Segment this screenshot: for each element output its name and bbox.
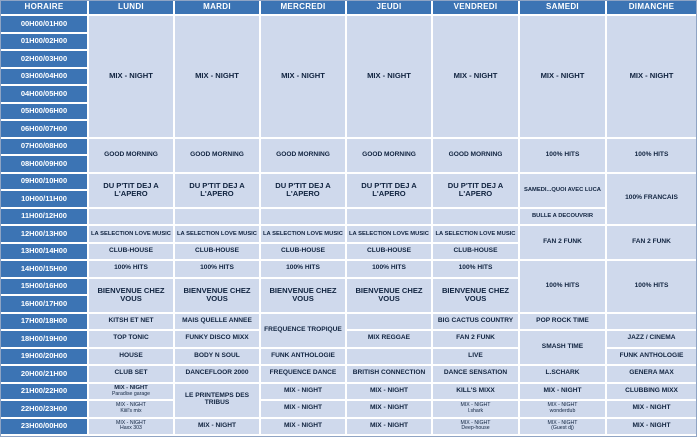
- programme-title: MIX - NIGHT: [629, 71, 674, 81]
- programme-cell: [260, 243, 346, 261]
- programme-cell: [260, 400, 346, 418]
- programme-title: DU P'TIT DEJ A L'APERO: [189, 181, 245, 198]
- programme-subtitle: Haxx 303: [120, 425, 142, 432]
- programme-cell: [260, 138, 346, 173]
- programme-cell: [260, 173, 346, 208]
- programme-title: MIX - NIGHT: [283, 421, 323, 429]
- programme-title: BIENVENUE CHEZ VOUS: [183, 286, 251, 303]
- programme-title: GENERA MAX: [629, 369, 674, 377]
- programme-cell-empty: [346, 208, 432, 226]
- programme-cell: [260, 313, 346, 348]
- programme-title: CLUB-HOUSE: [281, 246, 325, 254]
- programme-cell: [346, 15, 432, 138]
- programme-cell: [260, 225, 346, 243]
- programme-cell: [88, 138, 174, 173]
- programme-cell: [346, 260, 432, 278]
- programme-cell: [606, 365, 697, 383]
- time-slot-label: 09H00/10H00: [0, 173, 88, 191]
- programme-cell: [260, 365, 346, 383]
- programme-cell: [346, 243, 432, 261]
- time-slot-label: 18H00/19H00: [0, 330, 88, 348]
- programme-cell: [606, 383, 697, 401]
- programme-cell: [519, 138, 606, 173]
- programme-title: MIX - NIGHT: [116, 419, 146, 426]
- programme-cell: [432, 260, 519, 278]
- programme-cell: [606, 15, 697, 138]
- programme-cell-empty: [174, 208, 260, 226]
- time-slot-label: 20H00/21H00: [0, 365, 88, 383]
- programme-title: MIX - NIGHT: [116, 402, 146, 409]
- programme-subtitle: Kiiil's mix: [120, 407, 142, 414]
- programme-title: HOUSE: [119, 351, 143, 359]
- column-header-day-3: MERCREDI: [260, 0, 346, 15]
- programme-title: GOOD MORNING: [190, 150, 244, 158]
- programme-title: LA SELECTION LOVE MUSIC: [263, 230, 343, 237]
- programme-title: MIX - NIGHT: [195, 71, 239, 81]
- programme-cell: [260, 15, 346, 138]
- programme-title: DANCEFLOOR 2000: [185, 369, 249, 377]
- programme-title: 100% HITS: [372, 264, 406, 272]
- programme-title: MIX - NIGHT: [540, 71, 585, 81]
- programme-cell: [260, 418, 346, 436]
- programme-title: JAZZ / CINEMA: [627, 334, 676, 342]
- time-slot-label: 02H00/03H00: [0, 50, 88, 68]
- programme-title: DU P'TIT DEJ A L'APERO: [103, 181, 159, 198]
- time-slot-label: 14H00/15H00: [0, 260, 88, 278]
- programme-cell: [346, 400, 432, 418]
- programme-title: DANCE SENSATION: [443, 369, 508, 377]
- programme-cell: [88, 400, 174, 418]
- programme-title: 100% HITS: [286, 264, 320, 272]
- programme-title: CLUB-HOUSE: [109, 246, 153, 254]
- programme-title: 100% HITS: [545, 150, 580, 158]
- time-slot-label: 10H00/11H00: [0, 190, 88, 208]
- programme-title: LA SELECTION LOVE MUSIC: [349, 230, 429, 237]
- programme-cell: [88, 15, 174, 138]
- programme-title: 100% FRANCAIS: [625, 194, 678, 202]
- programme-cell: [88, 173, 174, 208]
- programme-title: LA SELECTION LOVE MUSIC: [91, 230, 171, 237]
- programme-cell: [432, 225, 519, 243]
- programme-cell: [88, 330, 174, 348]
- time-slot-label: 03H00/04H00: [0, 68, 88, 86]
- programme-cell: [432, 313, 519, 331]
- programme-cell: [519, 330, 606, 365]
- programme-cell: [432, 243, 519, 261]
- programme-title: DU P'TIT DEJ A L'APERO: [275, 181, 331, 198]
- time-slot-label: 19H00/20H00: [0, 348, 88, 366]
- programme-title: SMASH TIME: [541, 343, 584, 351]
- programme-cell: [432, 330, 519, 348]
- programme-cell: [606, 138, 697, 173]
- programme-cell: [432, 278, 519, 313]
- programme-title: MIX - NIGHT: [632, 404, 671, 412]
- programme-subtitle: Deep-house: [461, 425, 490, 432]
- programme-title: MIX - NIGHT: [369, 421, 409, 429]
- programme-title: MIX - NIGHT: [460, 419, 491, 426]
- programme-cell: [519, 15, 606, 138]
- programme-cell: [174, 243, 260, 261]
- programme-cell-empty: [260, 208, 346, 226]
- programme-subtitle: (Guest dj): [551, 425, 574, 432]
- programme-title: 100% HITS: [634, 281, 669, 289]
- programme-subtitle: Paradise garage: [111, 390, 151, 397]
- programme-title: MIX - NIGHT: [632, 421, 671, 429]
- programme-title: CLUBBING MIXX: [625, 386, 678, 394]
- programme-cell: [432, 348, 519, 366]
- time-slot-label: 06H00/07H00: [0, 120, 88, 138]
- programme-title: BODY N SOUL: [194, 351, 240, 359]
- time-slot-label: 07H00/08H00: [0, 138, 88, 156]
- programme-title: FUNKY DISCO MIXX: [185, 334, 249, 342]
- programme-title: MIX - NIGHT: [283, 404, 323, 412]
- time-slot-label: 16H00/17H00: [0, 295, 88, 313]
- programme-title: BIENVENUE CHEZ VOUS: [97, 286, 165, 303]
- programme-subtitle: l.shark: [467, 407, 484, 414]
- programme-cell: [174, 278, 260, 313]
- programme-title: BIENVENUE CHEZ VOUS: [355, 286, 423, 303]
- programme-cell: [346, 365, 432, 383]
- programme-title: KILL'S MIXX: [456, 386, 495, 394]
- programme-title: BIENVENUE CHEZ VOUS: [269, 286, 337, 303]
- column-header-day-4: JEUDI: [346, 0, 432, 15]
- programme-cell: [606, 260, 697, 313]
- programme-cell: [519, 173, 606, 208]
- programme-title: GOOD MORNING: [276, 150, 330, 158]
- programme-title: DU P'TIT DEJ A L'APERO: [447, 181, 504, 198]
- programme-cell: [174, 418, 260, 436]
- programme-title: MIX - NIGHT: [543, 386, 582, 394]
- programme-cell: [432, 400, 519, 418]
- time-slot-label: 15H00/16H00: [0, 278, 88, 296]
- programme-title: BIENVENUE CHEZ VOUS: [441, 286, 510, 303]
- programme-title: FAN 2 FUNK: [456, 334, 495, 342]
- programme-title: MIX - NIGHT: [283, 386, 323, 394]
- programme-title: MIX - NIGHT: [109, 71, 153, 81]
- programme-cell: [519, 313, 606, 331]
- programme-cell: [174, 365, 260, 383]
- programme-title: FAN 2 FUNK: [543, 238, 582, 246]
- programme-title: MIX - NIGHT: [281, 71, 325, 81]
- programme-title: SAMEDI...QUOI AVEC LUCA: [524, 186, 601, 193]
- programme-title: MIX - NIGHT: [460, 402, 491, 409]
- programme-title: MIX - NIGHT: [453, 71, 498, 81]
- programme-cell: [88, 418, 174, 436]
- programme-title: 100% HITS: [545, 281, 580, 289]
- programme-cell: [174, 348, 260, 366]
- time-slot-label: 00H00/01H00: [0, 15, 88, 33]
- programme-cell: [88, 383, 174, 401]
- programme-title: LE PRINTEMPS DES TRIBUS: [184, 392, 250, 406]
- programme-cell: [88, 243, 174, 261]
- programme-title: L.SCHARK: [545, 369, 580, 377]
- programme-title: CLUB-HOUSE: [453, 246, 498, 254]
- programme-cell: [432, 15, 519, 138]
- programme-cell: [432, 138, 519, 173]
- programme-title: 100% HITS: [458, 264, 493, 272]
- programme-cell: [174, 173, 260, 208]
- programme-cell: [260, 383, 346, 401]
- programme-cell: [174, 330, 260, 348]
- programme-title: POP ROCK TIME: [536, 316, 589, 324]
- programme-cell: [346, 383, 432, 401]
- programme-cell: [88, 278, 174, 313]
- programme-cell: [346, 418, 432, 436]
- programme-cell: [519, 208, 606, 226]
- programme-cell: [260, 278, 346, 313]
- programme-title: BULLE A DECOUVRIR: [531, 213, 594, 220]
- time-slot-label: 11H00/12H00: [0, 208, 88, 226]
- programme-cell: [346, 173, 432, 208]
- time-slot-label: 22H00/23H00: [0, 400, 88, 418]
- column-header-day-6: SAMEDI: [519, 0, 606, 15]
- programme-cell: [606, 348, 697, 366]
- time-slot-label: 12H00/13H00: [0, 225, 88, 243]
- programme-title: BRITISH CONNECTION: [352, 369, 426, 377]
- programme-cell: [519, 418, 606, 436]
- programme-title: LA SELECTION LOVE MUSIC: [177, 230, 257, 237]
- column-header-day-7: DIMANCHE: [606, 0, 697, 15]
- programme-title: MIX - NIGHT: [547, 419, 578, 426]
- time-slot-label: 01H00/02H00: [0, 33, 88, 51]
- programme-cell: [606, 173, 697, 226]
- time-slot-label: 13H00/14H00: [0, 243, 88, 261]
- programme-title: FUNK ANTHOLOGIE: [619, 351, 684, 359]
- programme-cell: [88, 260, 174, 278]
- programme-title: MIX - NIGHT: [197, 421, 237, 429]
- programme-title: MAIS QUELLE ANNEE: [182, 316, 252, 324]
- programme-cell-empty: [606, 313, 697, 331]
- programme-cell: [606, 400, 697, 418]
- programme-cell-empty: [346, 313, 432, 331]
- programme-title: CLUB-HOUSE: [195, 246, 239, 254]
- programme-cell: [346, 278, 432, 313]
- time-slot-label: 08H00/09H00: [0, 155, 88, 173]
- programme-cell: [432, 383, 519, 401]
- programme-cell: [606, 418, 697, 436]
- programme-title: CLUB-HOUSE: [367, 246, 411, 254]
- column-header-day-1: LUNDI: [88, 0, 174, 15]
- programme-title: MIX - NIGHT: [547, 402, 578, 409]
- programme-cell: [606, 225, 697, 260]
- programme-title: GOOD MORNING: [448, 150, 503, 158]
- programme-title: DU P'TIT DEJ A L'APERO: [361, 181, 417, 198]
- programme-cell: [432, 173, 519, 208]
- programme-cell: [88, 225, 174, 243]
- column-header-day-2: MARDI: [174, 0, 260, 15]
- programme-title: LA SELECTION LOVE MUSIC: [435, 230, 516, 237]
- programme-title: 100% HITS: [114, 264, 148, 272]
- programme-title: FREQUENCE TROPIQUE: [264, 325, 342, 333]
- programme-cell: [174, 15, 260, 138]
- time-slot-label: 05H00/06H00: [0, 103, 88, 121]
- programme-subtitle: wonderdub: [549, 407, 576, 414]
- time-slot-label: 23H00/00H00: [0, 418, 88, 436]
- programme-cell: [346, 138, 432, 173]
- programme-title: GOOD MORNING: [362, 150, 416, 158]
- programme-cell: [88, 365, 174, 383]
- programme-title: FREQUENCE DANCE: [269, 369, 337, 377]
- programme-title: MIX - NIGHT: [367, 71, 411, 81]
- programme-title: BIG CACTUS COUNTRY: [437, 316, 514, 324]
- programme-cell: [88, 348, 174, 366]
- programme-cell: [260, 348, 346, 366]
- programme-title: KITSH ET NET: [108, 316, 154, 324]
- programme-cell: [519, 400, 606, 418]
- programme-title: TOP TONIC: [113, 334, 149, 342]
- programme-cell: [606, 330, 697, 348]
- programme-title: MIX - NIGHT: [114, 385, 148, 392]
- programme-cell-empty: [346, 348, 432, 366]
- programme-cell: [174, 225, 260, 243]
- programme-cell: [519, 225, 606, 260]
- column-header-horaire: HORAIRE: [0, 0, 88, 15]
- programme-cell: [260, 260, 346, 278]
- programme-cell: [519, 365, 606, 383]
- programme-cell: [174, 260, 260, 278]
- programme-title: FAN 2 FUNK: [632, 238, 671, 246]
- programme-cell: [432, 418, 519, 436]
- programme-cell: [346, 330, 432, 348]
- time-slot-label: 17H00/18H00: [0, 313, 88, 331]
- programme-title: LIVE: [468, 351, 483, 359]
- programme-title: GOOD MORNING: [104, 150, 158, 158]
- time-slot-label: 04H00/05H00: [0, 85, 88, 103]
- programme-cell: [519, 383, 606, 401]
- programme-title: MIX - NIGHT: [369, 404, 409, 412]
- programme-title: MIX - NIGHT: [369, 386, 409, 394]
- programme-title: 100% HITS: [200, 264, 234, 272]
- programme-cell: [174, 383, 260, 418]
- programme-cell: [432, 365, 519, 383]
- programme-cell: [88, 313, 174, 331]
- time-slot-label: 21H00/22H00: [0, 383, 88, 401]
- programme-title: FUNK ANTHOLOGIE: [271, 351, 335, 359]
- programme-cell: [519, 260, 606, 313]
- programme-title: CLUB SET: [114, 369, 148, 377]
- programme-title: MIX REGGAE: [367, 334, 411, 342]
- programme-title: 100% HITS: [634, 150, 669, 158]
- programme-cell-empty: [88, 208, 174, 226]
- programme-cell: [174, 138, 260, 173]
- programme-cell: [346, 225, 432, 243]
- column-header-day-5: VENDREDI: [432, 0, 519, 15]
- programme-cell: [174, 313, 260, 331]
- programme-cell-empty: [432, 208, 519, 226]
